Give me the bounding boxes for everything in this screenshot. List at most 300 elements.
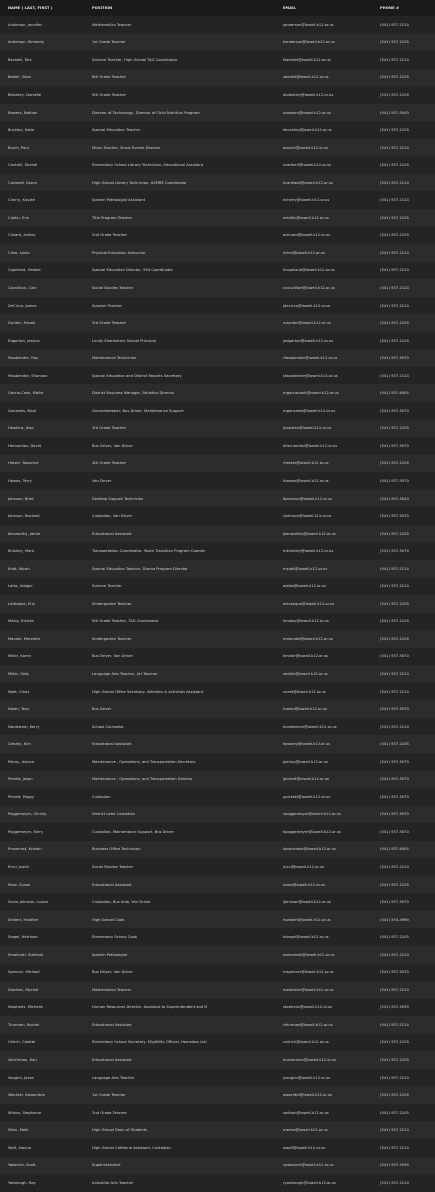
cell-email-link[interactable]: jkenworthy@lowell.k12.or.us (283, 531, 336, 536)
cell-name: Mandel, Meredith (8, 636, 41, 641)
cell-position: Superintendent (92, 1163, 121, 1168)
cell-phone: (541) 937-2105 (380, 75, 409, 80)
table-row (0, 262, 435, 280)
cell-name: Winn, Matt (8, 1128, 28, 1133)
cell-name: Rose, Susan (8, 882, 31, 887)
cell-phone: (541) 937-2124 (380, 952, 409, 957)
table-row (0, 69, 435, 87)
cell-phone: (541) 937-2105 (380, 531, 409, 536)
cell-phone: (541) 937-5070 (380, 408, 409, 413)
cell-phone: (541) 937-5070 (380, 443, 409, 448)
cell-position: Educational Assistant (92, 531, 132, 536)
cell-position: Director of Technology, Director of Child Nutrition Program (92, 110, 200, 115)
cell-name: LeVesque, Erin (8, 601, 36, 606)
cell-email-link[interactable]: ppickett@lowell.k12.or.us (283, 794, 331, 799)
table-row (0, 209, 435, 227)
cell-name: Seibert, Heather (8, 917, 39, 922)
cell-email-link[interactable]: mmandel@lowell.k12.or.us (283, 636, 333, 641)
cell-position: Educational Assistant (92, 882, 132, 887)
cell-phone: (541) 937-2105 (380, 163, 409, 168)
cell-phone: (541) 937-2124 (380, 1180, 409, 1185)
cell-email-link[interactable]: jhawkins@lowell.k12.or.us (283, 426, 332, 431)
cell-name: Wolf, Alanna (8, 1145, 32, 1150)
table-row (0, 1121, 435, 1139)
cell-position: Bus Driver, Van Driver (92, 970, 134, 975)
cell-phone: (541) 937-2124 (380, 566, 409, 571)
cell-phone: (541) 937-5070 (380, 900, 409, 905)
table-row (0, 51, 435, 69)
cell-position: 1st Grade Teacher (92, 40, 126, 45)
cell-email-link[interactable]: srose@lowell.k12.or.us (283, 882, 326, 887)
table-row (0, 771, 435, 789)
cell-phone: (541) 937-2105 (380, 233, 409, 238)
cell-position: Elementary School Secretary, Eligibility Official, Homeless Liai (92, 1040, 207, 1045)
cell-email-link[interactable]: kprovenost@lowell.k12.or.us (283, 847, 336, 852)
cell-email-link[interactable]: kowsley@lowell.k12.or.us (283, 742, 331, 747)
table-row (0, 823, 435, 841)
cell-name: Howes, Terry (8, 478, 32, 483)
table-row (0, 402, 435, 420)
cell-phone: (541) 937-2105 (380, 742, 409, 747)
cell-phone: (541) 937-2124 (380, 22, 409, 27)
cell-phone: (541) 937-2105 (380, 636, 409, 641)
cell-email-link[interactable]: aclinard@lowell.k12.or.us (283, 233, 331, 238)
cell-name: Thurman, Rachel (8, 1022, 40, 1027)
cell-name: Yarbrough, Ray (8, 1180, 36, 1185)
cell-name: Cline, Lantz (8, 250, 30, 255)
header-row (0, 0, 435, 16)
table-row (0, 104, 435, 122)
cell-name: Wilson, Stephanie (8, 1110, 42, 1115)
cell-email-link[interactable]: knordstrom@lowell.k12.or.us (283, 724, 337, 729)
cell-phone: (541) 937-2124 (380, 689, 409, 694)
table-row (0, 455, 435, 473)
cell-position: Social Studies Teacher (92, 865, 134, 870)
cell-email-link[interactable]: hseibert@lowell.k12.or.us (283, 917, 331, 922)
cell-email-link[interactable]: tnolan@lowell.k12.or.us (283, 707, 327, 712)
cell-name: Spencer, Michael (8, 970, 40, 975)
cell-position: Kindergarten Teacher (92, 601, 132, 606)
table-row (0, 314, 435, 332)
cell-name: Cardwell, Karen (8, 180, 37, 185)
cell-phone: (541) 937-5070 (380, 707, 409, 712)
table-row (0, 630, 435, 648)
cell-phone: (541) 937-2124 (380, 1128, 409, 1133)
header-name[interactable]: NAME ( LAST, FIRST ) (8, 6, 53, 10)
table-row (0, 1034, 435, 1052)
cell-email-link[interactable]: jedgerton@lowell.k12.or.us (283, 338, 334, 343)
cell-email-link[interactable]: mspencer@lowell.k12.or.us (283, 970, 334, 975)
table-row (0, 613, 435, 631)
table-row (0, 806, 435, 824)
cell-name: Poggemeyer, Christy (8, 812, 47, 817)
cell-name: Edgerton, Jessica (8, 338, 40, 343)
cell-email-link[interactable]: eclatlin@lowell.k12.or.us (283, 215, 329, 220)
cell-email-link[interactable]: bjohnson@lowell.k12.or.us (283, 496, 333, 501)
cell-phone: (541) 937-2124 (380, 303, 409, 308)
cell-email-link[interactable]: lcline@lowell.k12.or.us (283, 250, 326, 255)
cell-email-link[interactable]: ndurden@lowell.k12.or.us (283, 321, 331, 326)
cell-email-link[interactable]: mkintzley@lowell.k12.or.us (283, 549, 334, 554)
cell-email-link[interactable]: smiller@lowell.k12.or.us (283, 672, 328, 676)
table-row (0, 191, 435, 209)
cell-phone: (541) 937-2105 (380, 1058, 409, 1063)
table-row (0, 595, 435, 613)
cell-email-link[interactable]: cneet@lowell.k12.or.us (283, 689, 326, 694)
cell-name: Copeland, Haidee (8, 268, 41, 273)
cell-email-link[interactable]: kcardwell@lowell.k12.or.us (283, 180, 333, 185)
cell-email-link[interactable]: ljohnson@lowell.k12.or.us (283, 900, 331, 905)
cell-email-link[interactable]: ryarbrough@lowell.k12.or.us (283, 1180, 336, 1185)
cell-position: Custodian, Maintenance Support, Bus Driver (92, 829, 174, 834)
cell-email-link[interactable]: kmaloy@lowell.k12.or.us (283, 619, 329, 624)
table-row (0, 367, 435, 385)
header-email[interactable]: EMAIL (283, 6, 296, 10)
cell-position: Maintenance Technician (92, 356, 137, 361)
cell-position: 5th Grade Teacher (92, 92, 127, 97)
cell-position: Language Arts Teacher (92, 1075, 135, 1080)
cell-phone: (541) 937-2124 (380, 987, 409, 992)
cell-email-link[interactable]: rthurman@lowell.k12.or.us (283, 1022, 333, 1027)
table-row (0, 841, 435, 859)
cell-phone: (541) 937-2105 (380, 882, 409, 887)
table-row (0, 332, 435, 350)
table-row (0, 665, 435, 683)
cell-position: Speech Pathologist Assistant (92, 198, 146, 203)
cell-position: 5th Grade Teacher, TAG Coordinator (92, 619, 159, 624)
cell-name: Savio-Johnson, Louise (8, 900, 49, 905)
cell-name: Neet, Cindy (8, 689, 30, 694)
cell-email-link[interactable]: syakovich@lowell.k12.or.us (283, 1163, 334, 1168)
cell-phone: (541) 937-5095 (380, 1163, 409, 1168)
cell-name: Hawkins, Jhan (8, 426, 34, 431)
cell-position: High School Library Technician, ASPIRE Coordinator (92, 180, 187, 185)
cell-name: Nordstrom, Kerry (8, 724, 40, 729)
cell-name: Bowers, Nathan (8, 110, 38, 115)
table-row (0, 946, 435, 964)
table-row (0, 227, 435, 245)
cell-position: 3rd Grade Teacher (92, 321, 127, 326)
table-row (0, 490, 435, 508)
cell-position: Desktop Support Technician (92, 496, 144, 501)
cell-name: Steckler, Mychel (8, 987, 39, 992)
table-row (0, 560, 435, 578)
table-row (0, 964, 435, 982)
table-row (0, 999, 435, 1017)
cell-name: Poggemeyer, Kerry (8, 829, 44, 834)
cell-position: Bus Driver, Van Driver (92, 654, 134, 659)
table-row (0, 858, 435, 876)
cell-phone: (541) 937-2124 (380, 1075, 409, 1080)
table-row (0, 121, 435, 139)
cell-position: Van Driver (92, 478, 112, 483)
cell-position: High School Office Secretary, Athletics & Activities Assistant (92, 689, 204, 694)
cell-position: Human Resources Director, Assistant to Superintendent and B (92, 1005, 207, 1010)
cell-position: Elementary School Library Technician, Educational Assistant (92, 163, 204, 168)
table-row (0, 86, 435, 104)
cell-phone: (541) 937-5070 (380, 514, 409, 519)
cell-email-link[interactable]: nbowers@lowell.k12.or.us (283, 110, 331, 115)
cell-email-link[interactable]: kvanorman@lowell.k12.or.us (283, 1058, 337, 1063)
cell-email-link[interactable]: jricci@lowell.k12.or.us (283, 865, 324, 870)
cell-position: 6th Grade Teacher (92, 75, 127, 80)
cell-phone: (541) 937-5070 (380, 794, 409, 799)
table-row (0, 16, 435, 34)
table-row (0, 735, 435, 753)
cell-name: Cherry, Kaylee (8, 198, 36, 203)
cell-phone: (541) 937-5070 (380, 970, 409, 975)
cell-name: Owsley, Kim (8, 742, 31, 747)
cell-email-link[interactable]: pburch@lowell.k12.or.us (283, 145, 329, 150)
cell-email-link[interactable]: elevesque@lowell.k12.or.us (283, 601, 335, 606)
cell-phone: (541) 937-5070 (380, 654, 409, 659)
cell-position: Language Arts Teacher, Art Teacher (92, 672, 158, 676)
cell-position: District Lead Custodian (92, 812, 135, 817)
cell-phone: (541) 937-2124 (380, 672, 409, 676)
cell-name: Bedell, Sean (8, 75, 32, 80)
cell-position: Bus Driver (92, 707, 112, 712)
table-row (0, 174, 435, 192)
cell-position: Special Education Teacher, Drama Program Director (92, 566, 188, 571)
cell-email-link[interactable]: kpoggemeyer@lowell.k12.or.us (283, 829, 341, 834)
cell-name: Ullrich, Colette (8, 1040, 36, 1045)
cell-email-link[interactable]: tbeckett@lowell.k12.or.us (283, 57, 331, 62)
table-row (0, 928, 435, 946)
cell-email-link[interactable]: mwinn@lowell.k12.or.us (283, 1128, 328, 1133)
cell-name: Anderson, Kimberly (8, 40, 45, 45)
cell-email-link[interactable]: scantrell@lowell.k12.or.us (283, 163, 332, 168)
cell-position: Special Education and District Reports Secretary (92, 373, 182, 378)
cell-position: Educational Assistant (92, 1058, 132, 1063)
cell-position: Elementary School Cook (92, 935, 138, 940)
cell-phone: (541) 937-5070 (380, 549, 409, 554)
cell-email-link[interactable]: mklatt@lowell.k12.or.us (283, 566, 328, 571)
cell-email-link[interactable]: kbuckley@lowell.k12.or.us (283, 128, 332, 133)
cell-position: 3rd Grade Teacher (92, 426, 127, 431)
cell-position: Social Studies Teacher (92, 285, 134, 290)
cell-email-link[interactable]: jpickett@lowell.k12.or.us (283, 777, 329, 782)
cell-position: Maintenance , Operations, and Transportation Director (92, 777, 193, 782)
cell-phone: (541) 937-2105 (380, 128, 409, 133)
cell-position: 2nd Grade Teacher (92, 233, 127, 238)
cell-position: Transportation Coordinator, Youth Transition Program Coordin (92, 549, 206, 554)
cell-email-link[interactable]: jvaughn@lowell.k12.or.us (283, 1075, 331, 1080)
cell-name: Pickett, Peggy (8, 794, 34, 799)
cell-position: Custodian, Van Driver (92, 514, 133, 519)
cell-phone: (541) 937-2124 (380, 1022, 409, 1027)
cell-phone: (541) 937-5070 (380, 478, 409, 483)
cell-phone: (541) 937-2105 (380, 40, 409, 45)
cell-name: Clatlin, Erin (8, 215, 30, 220)
table-row (0, 1139, 435, 1157)
table-header (0, 0, 435, 16)
cell-phone: (541) 937-2105 (380, 338, 409, 343)
cell-name: Cantrell, Shanel (8, 163, 38, 168)
cell-phone: (541) 937-2105 (380, 1110, 409, 1115)
cell-phone: (541) 937-2105 (380, 1040, 409, 1045)
cell-name: Stephens, Michelle (8, 1005, 43, 1010)
table-row (0, 507, 435, 525)
cell-email-link[interactable]: jpelroy@lowell.k12.or.us (283, 759, 328, 764)
table-row (0, 911, 435, 929)
cell-email-link[interactable]: janderson@lowell.k12.or.us (283, 22, 334, 27)
cell-email-link[interactable]: alatta@lowell.k12.or.us (283, 584, 327, 589)
cell-phone: (541) 937-2124 (380, 198, 409, 203)
cell-position: Custodian (92, 794, 111, 799)
cell-phone: (541) 937-2105 (380, 215, 409, 220)
cell-email-link[interactable]: ssmolinski@lowell.k12.or.us (283, 952, 335, 957)
cell-phone: (541) 937-2124 (380, 584, 409, 589)
header-phone[interactable]: PHONE # (380, 6, 400, 10)
cell-phone: (541) 937-5070 (380, 777, 409, 782)
cell-position: Educational Assistant (92, 742, 132, 747)
cell-name: Couvillion, Cole (8, 285, 37, 290)
cell-name: Johnson, Brad (8, 496, 34, 501)
cell-position: Kindergarten Teacher (92, 636, 132, 641)
cell-name: Kintzley, Mark (8, 549, 35, 554)
cell-email-link[interactable]: mgonzales@lowell.k12.or.us (283, 408, 336, 413)
cell-phone: (541) 937-2124 (380, 373, 409, 378)
cell-position: High School Cook (92, 917, 125, 922)
table-row (0, 244, 435, 262)
cell-name: DeCicco, James (8, 303, 37, 308)
cell-position: Educational Assistant (92, 1022, 132, 1027)
table-row (0, 648, 435, 666)
cell-phone: (541) 937-5070 (380, 812, 409, 817)
cell-phone: (541) 937-5070 (380, 356, 409, 361)
cell-position: Business Office Technician (92, 847, 141, 852)
cell-name: Provenost, Kristen (8, 847, 42, 852)
table-row (0, 753, 435, 771)
cell-name: Miller, Karen (8, 654, 32, 659)
cell-position: High School Dean of Students (92, 1128, 148, 1133)
cell-phone: (541) 937-2124 (380, 865, 409, 870)
header-position[interactable]: POSITION (92, 6, 113, 10)
cell-name: Garcia-Cash, Mollie (8, 391, 44, 396)
cell-email-link[interactable]: sfassbender@lowell.k12.or.us (283, 373, 338, 378)
cell-position: Industrial Arts Teacher (92, 1180, 134, 1185)
table-row (0, 1016, 435, 1034)
cell-position: 4th Grade Teacher (92, 461, 127, 466)
table-row (0, 788, 435, 806)
cell-name: Burch, Paul (8, 145, 29, 150)
cell-position: Custodian, Bus Aide, Van Driver (92, 900, 151, 905)
cell-email-link[interactable]: mgarciacash@lowell.k12.or.us (283, 391, 339, 396)
cell-name: Fassbender, Ray (8, 356, 39, 361)
table-row (0, 981, 435, 999)
cell-phone: (541) 937-2105 (380, 601, 409, 606)
cell-email-link[interactable]: kmiller@lowell.k12.or.us (283, 654, 328, 659)
cell-phone: (541) 937-5095 (380, 1005, 409, 1010)
table-row (0, 525, 435, 543)
cell-position: Speech Pathologist (92, 952, 128, 957)
cell-name: Johnson, Racheal (8, 514, 40, 519)
cell-email-link[interactable]: rhetzer@lowell.k12.or.us (283, 461, 329, 466)
cell-phone: (541) 937-5070 (380, 759, 409, 764)
cell-email-link[interactable]: hcopeland@lowell.k12.or.us (283, 268, 335, 273)
cell-position: Science Teacher, High School TAG Coordinator (92, 57, 178, 62)
cell-name: Ricci, Justin (8, 865, 30, 870)
cell-position: Mathematics Teacher (92, 22, 132, 27)
cell-name: Yakovich, Scott (8, 1163, 36, 1168)
cell-phone: (541) 937-2124 (380, 57, 409, 62)
cell-email-link[interactable]: sbedell@lowell.k12.or.us (283, 75, 329, 80)
cell-phone: (541) 937-5070 (380, 829, 409, 834)
cell-phone: (541) 937-5040 (380, 496, 409, 501)
cell-name: Fassbender, Shannon (8, 373, 48, 378)
cell-email-link[interactable]: rfassbender@lowell.k12.or.us (283, 356, 338, 361)
cell-email-link[interactable]: stephens@lowell.k12.or.us (283, 1005, 333, 1010)
cell-email-link[interactable]: awachtel@lowell.k12.or.us (283, 1093, 332, 1098)
table-row (0, 1086, 435, 1104)
cell-phone: (541) 937-2124 (380, 285, 409, 290)
cell-name: Smolinski, Stefanie (8, 952, 44, 957)
cell-name: Pelroy, Jessica (8, 759, 35, 764)
table-row (0, 578, 435, 596)
table-row (0, 156, 435, 174)
cell-position: Science Teacher (92, 584, 122, 589)
table-row (0, 718, 435, 736)
cell-name: Siegel, Hertinda (8, 935, 38, 940)
table-row (0, 1051, 435, 1069)
table-row (0, 1104, 435, 1122)
cell-email-link[interactable]: msteckler@lowell.k12.or.us (283, 987, 334, 992)
cell-email-link[interactable]: kcherry@lowell.k12.or.us (283, 198, 330, 203)
cell-email-link[interactable]: kanderson@lowell.k12.or.us (283, 40, 335, 45)
cell-phone: (541) 937-5040 (380, 110, 409, 115)
cell-position: Spanish Teacher (92, 303, 123, 308)
cell-email-link[interactable]: swilson@lowell.k12.or.us (283, 1110, 329, 1115)
table-row (0, 34, 435, 52)
table-row (0, 384, 435, 402)
cell-name: Durden, Nicole (8, 321, 36, 326)
cell-email-link[interactable]: awolf@lowell.k12.or.us (283, 1145, 326, 1150)
cell-email-link[interactable]: jdecicco@lowell.k12.or.us (283, 303, 331, 308)
cell-phone: (541) 937-2124 (380, 1145, 409, 1150)
cell-email-link[interactable]: cpoggemeyer@lowell.k12.or.us (283, 812, 341, 817)
table-row (0, 1069, 435, 1087)
cell-name: Maloy, Kristen (8, 619, 35, 624)
table-row (0, 279, 435, 297)
cell-name: Pickett, Jason (8, 777, 33, 782)
cell-position: Special Education Director, 504 Coordinator (92, 268, 174, 273)
table-row (0, 139, 435, 157)
cell-phone: (541) 937-2105 (380, 321, 409, 326)
cell-phone: (541) 937-8405 (380, 847, 409, 852)
cell-email-link[interactable]: cullrich@lowell.k12.or.us (283, 1040, 329, 1045)
cell-name: VanOrman, Kari (8, 1058, 37, 1063)
cell-position: Groundskeeper, Bus Driver, Maintenance Support (92, 408, 184, 413)
cell-email-link[interactable]: dblankley@lowell.k12.or.us (283, 92, 334, 97)
cell-position: Special Education Teacher (92, 128, 141, 133)
cell-name: Anderson, Jennifer (8, 22, 42, 27)
cell-phone: (541) 937-2105 (380, 619, 409, 624)
table-row (0, 683, 435, 701)
cell-position: Physical Education Instructor (92, 250, 146, 255)
table-row (0, 437, 435, 455)
cell-phone: (541) 554-4969 (380, 917, 409, 922)
cell-email-link[interactable]: ccouvillion@lowell.k12.or.us (283, 285, 335, 290)
table-row (0, 1174, 435, 1192)
cell-email-link[interactable]: dhernandez@lowell.k12.or.us (283, 443, 338, 448)
cell-name: Hetzer, Roxanne (8, 461, 39, 466)
cell-email-link[interactable]: hsiegel@lowell.k12.or.us (283, 935, 329, 940)
cell-position: 2nd Grade Teacher (92, 1110, 127, 1115)
cell-name: Latta, Adagio (8, 584, 33, 589)
cell-phone: (541) 937-2105 (380, 1093, 409, 1098)
cell-email-link[interactable]: rjohnson@lowell.k12.or.us (283, 514, 332, 519)
cell-email-link[interactable]: thowes@lowell.k12.or.us (283, 478, 329, 483)
